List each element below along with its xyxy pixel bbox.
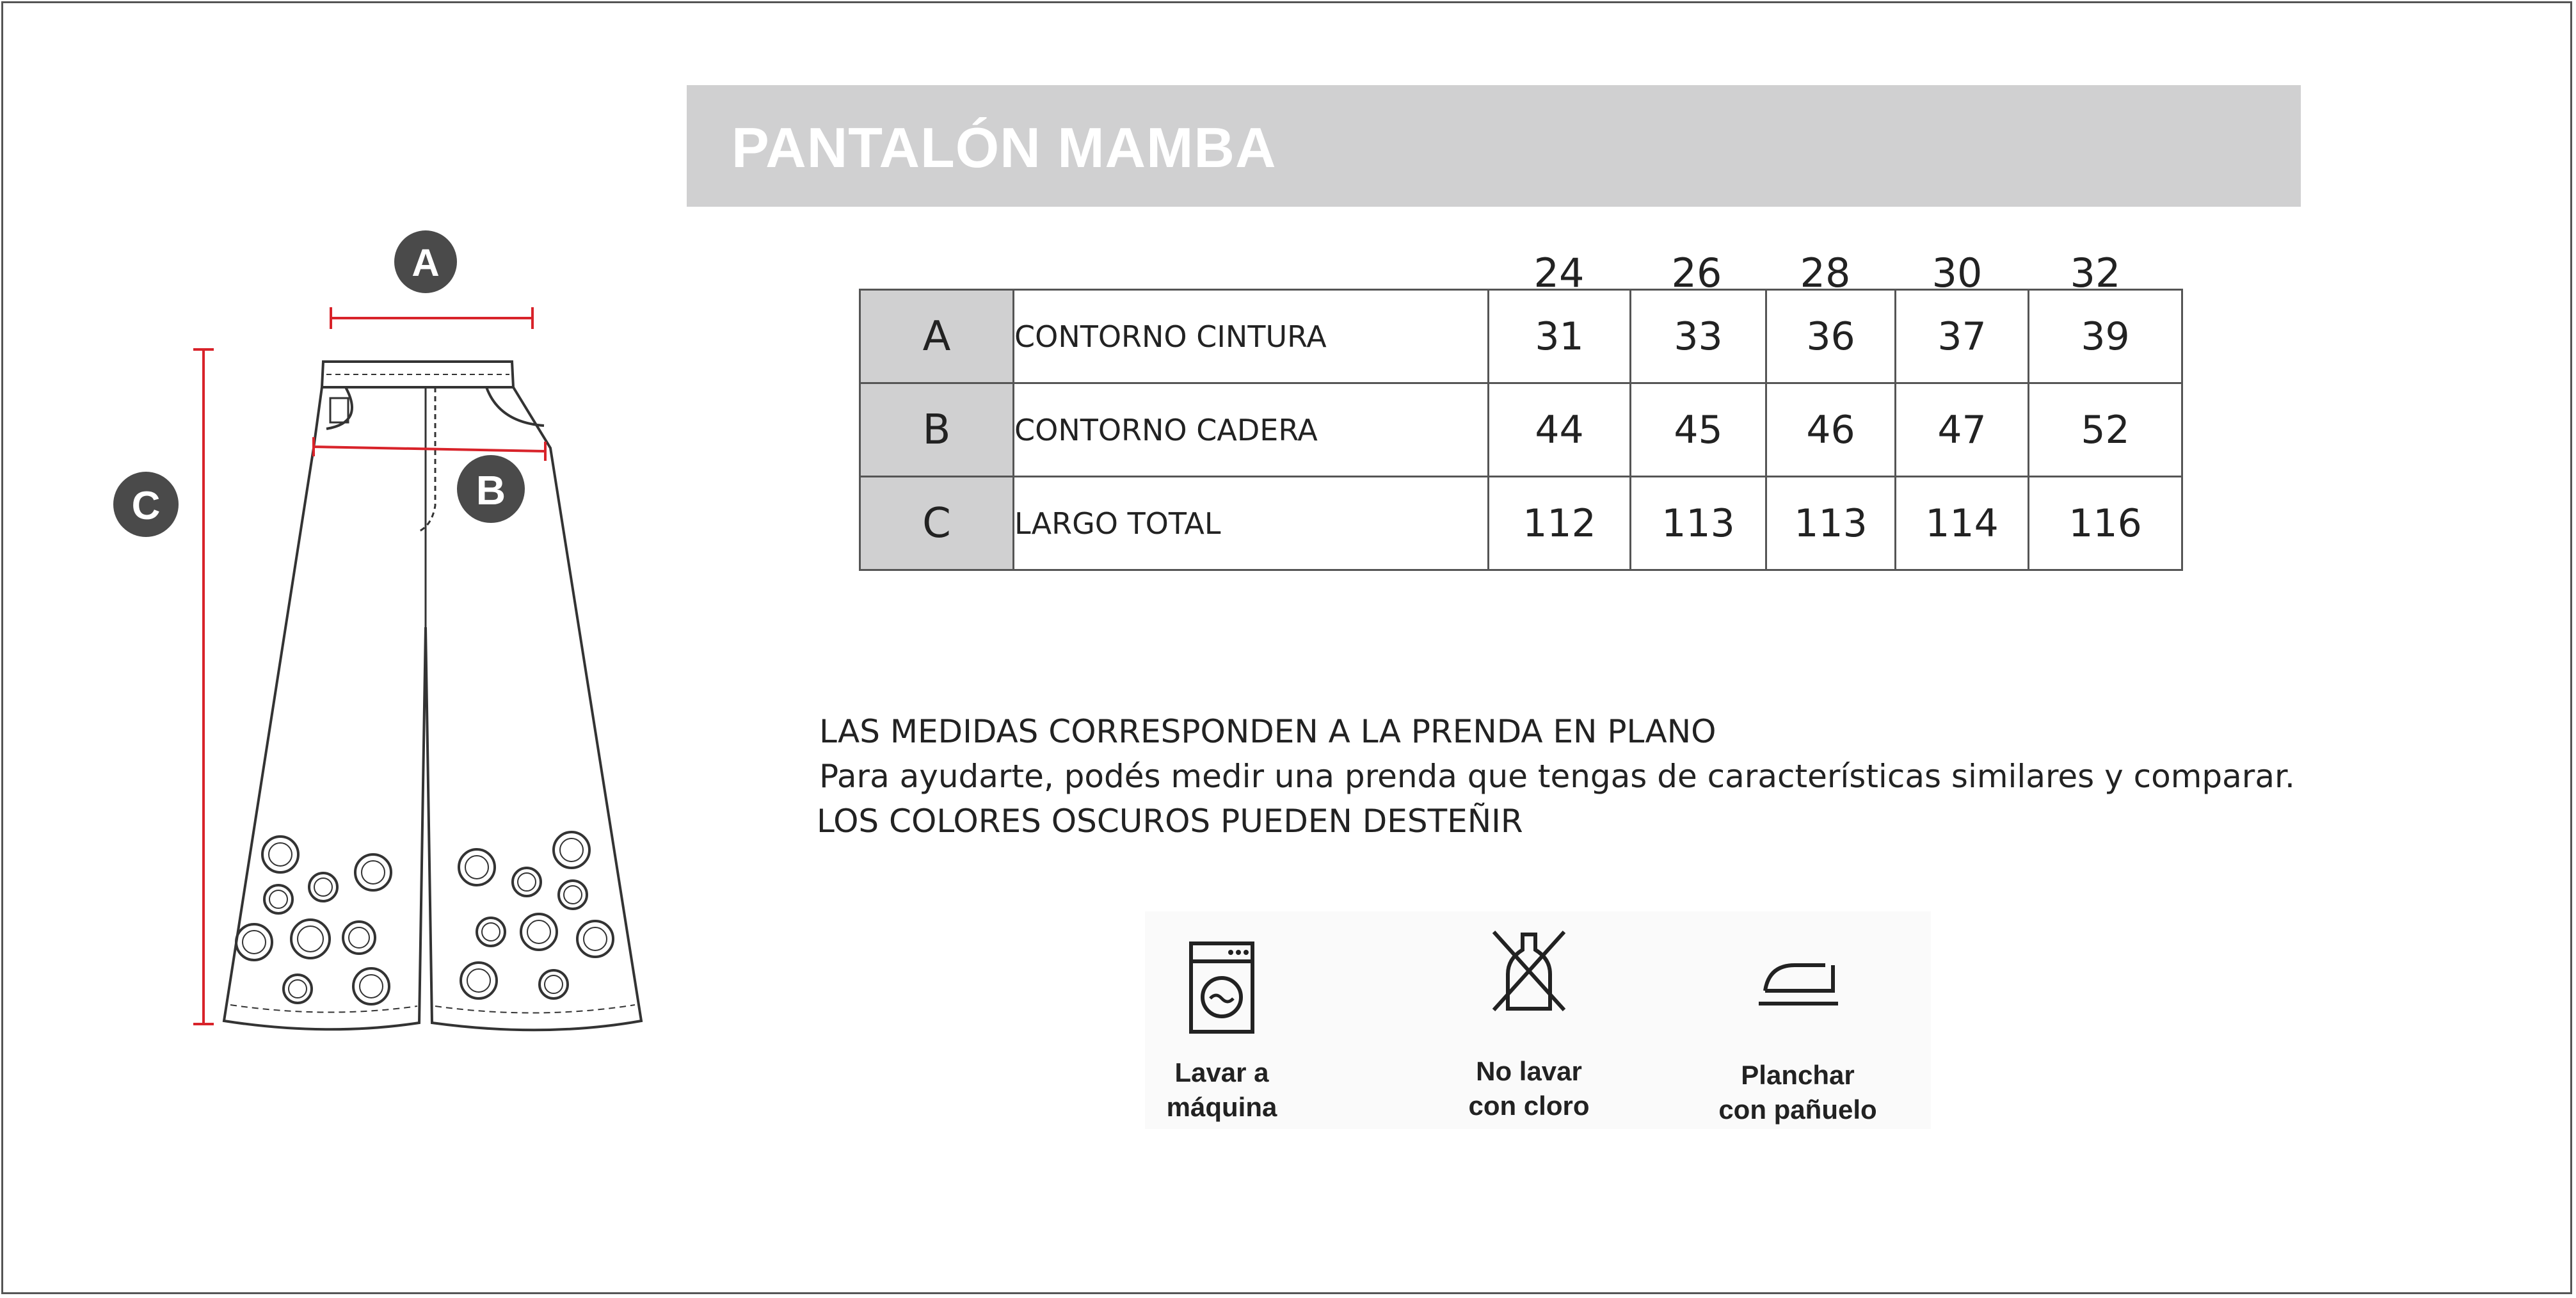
table-row [860,383,2182,477]
row-label: CONTORNO CADERA [1014,383,1489,477]
size-header: 24 [1533,250,1585,296]
svg-text:A: A [412,241,440,284]
svg-text:B: B [476,467,506,513]
marker-b [457,455,525,523]
measurement-notes [819,709,2295,844]
cell-value: 113 [1631,477,1766,570]
page-title: PANTALÓN MAMBA [732,116,1277,179]
cell-value: 44 [1489,383,1631,477]
note-line: Para ayudarte, podés medir una prenda que tengas de características similares y comparar. [819,758,2295,795]
size-header: 28 [1800,250,1851,296]
size-header: 30 [1932,250,1983,296]
measure-line-a [331,307,532,329]
circle-pattern [236,832,613,1004]
cell-value: 113 [1766,477,1896,570]
row-letter: A [860,290,1014,383]
cell-value: 112 [1489,477,1631,570]
pants-diagram [102,230,678,1062]
measure-line-b [314,437,545,461]
cell-value: 46 [1766,383,1896,477]
cell-value: 33 [1631,290,1766,383]
marker-a [394,230,457,293]
size-table [859,289,2183,571]
care-item-wash [1158,937,1286,1125]
cell-value: 45 [1631,383,1766,477]
care-item-iron [1715,952,1881,1127]
iron-icon [1750,952,1846,1023]
size-header: 26 [1671,250,1722,296]
washing-machine-icon [1183,937,1260,1039]
care-label: Planchar con pañuelo [1718,1060,1877,1125]
row-letter: B [860,383,1014,477]
row-label: LARGO TOTAL [1014,477,1489,570]
marker-c [113,472,179,537]
care-label: Lavar a máquina [1166,1057,1277,1122]
title-bar [687,85,2301,207]
cell-value: 52 [2029,383,2182,477]
measure-line-c [193,349,214,1024]
care-label: No lavar con cloro [1468,1056,1590,1121]
cell-value: 36 [1766,290,1896,383]
svg-text:C: C [131,484,161,528]
care-item-no-bleach [1452,925,1606,1123]
cell-value: 31 [1489,290,1631,383]
care-instructions [1145,911,1931,1129]
note-line: LOS COLORES OSCUROS PUEDEN DESTEÑIR [817,803,1523,840]
cell-value: 39 [2029,290,2182,383]
no-bleach-icon [1487,925,1571,1015]
cell-value: 37 [1896,290,2029,383]
row-letter: C [860,477,1014,570]
row-label: CONTORNO CINTURA [1014,290,1489,383]
table-row [860,290,2182,383]
note-line: LAS MEDIDAS CORRESPONDEN A LA PRENDA EN PLANO [819,713,1716,750]
table-row [860,477,2182,570]
cell-value: 116 [2029,477,2182,570]
cell-value: 114 [1896,477,2029,570]
cell-value: 47 [1896,383,2029,477]
size-header: 32 [2070,250,2121,296]
